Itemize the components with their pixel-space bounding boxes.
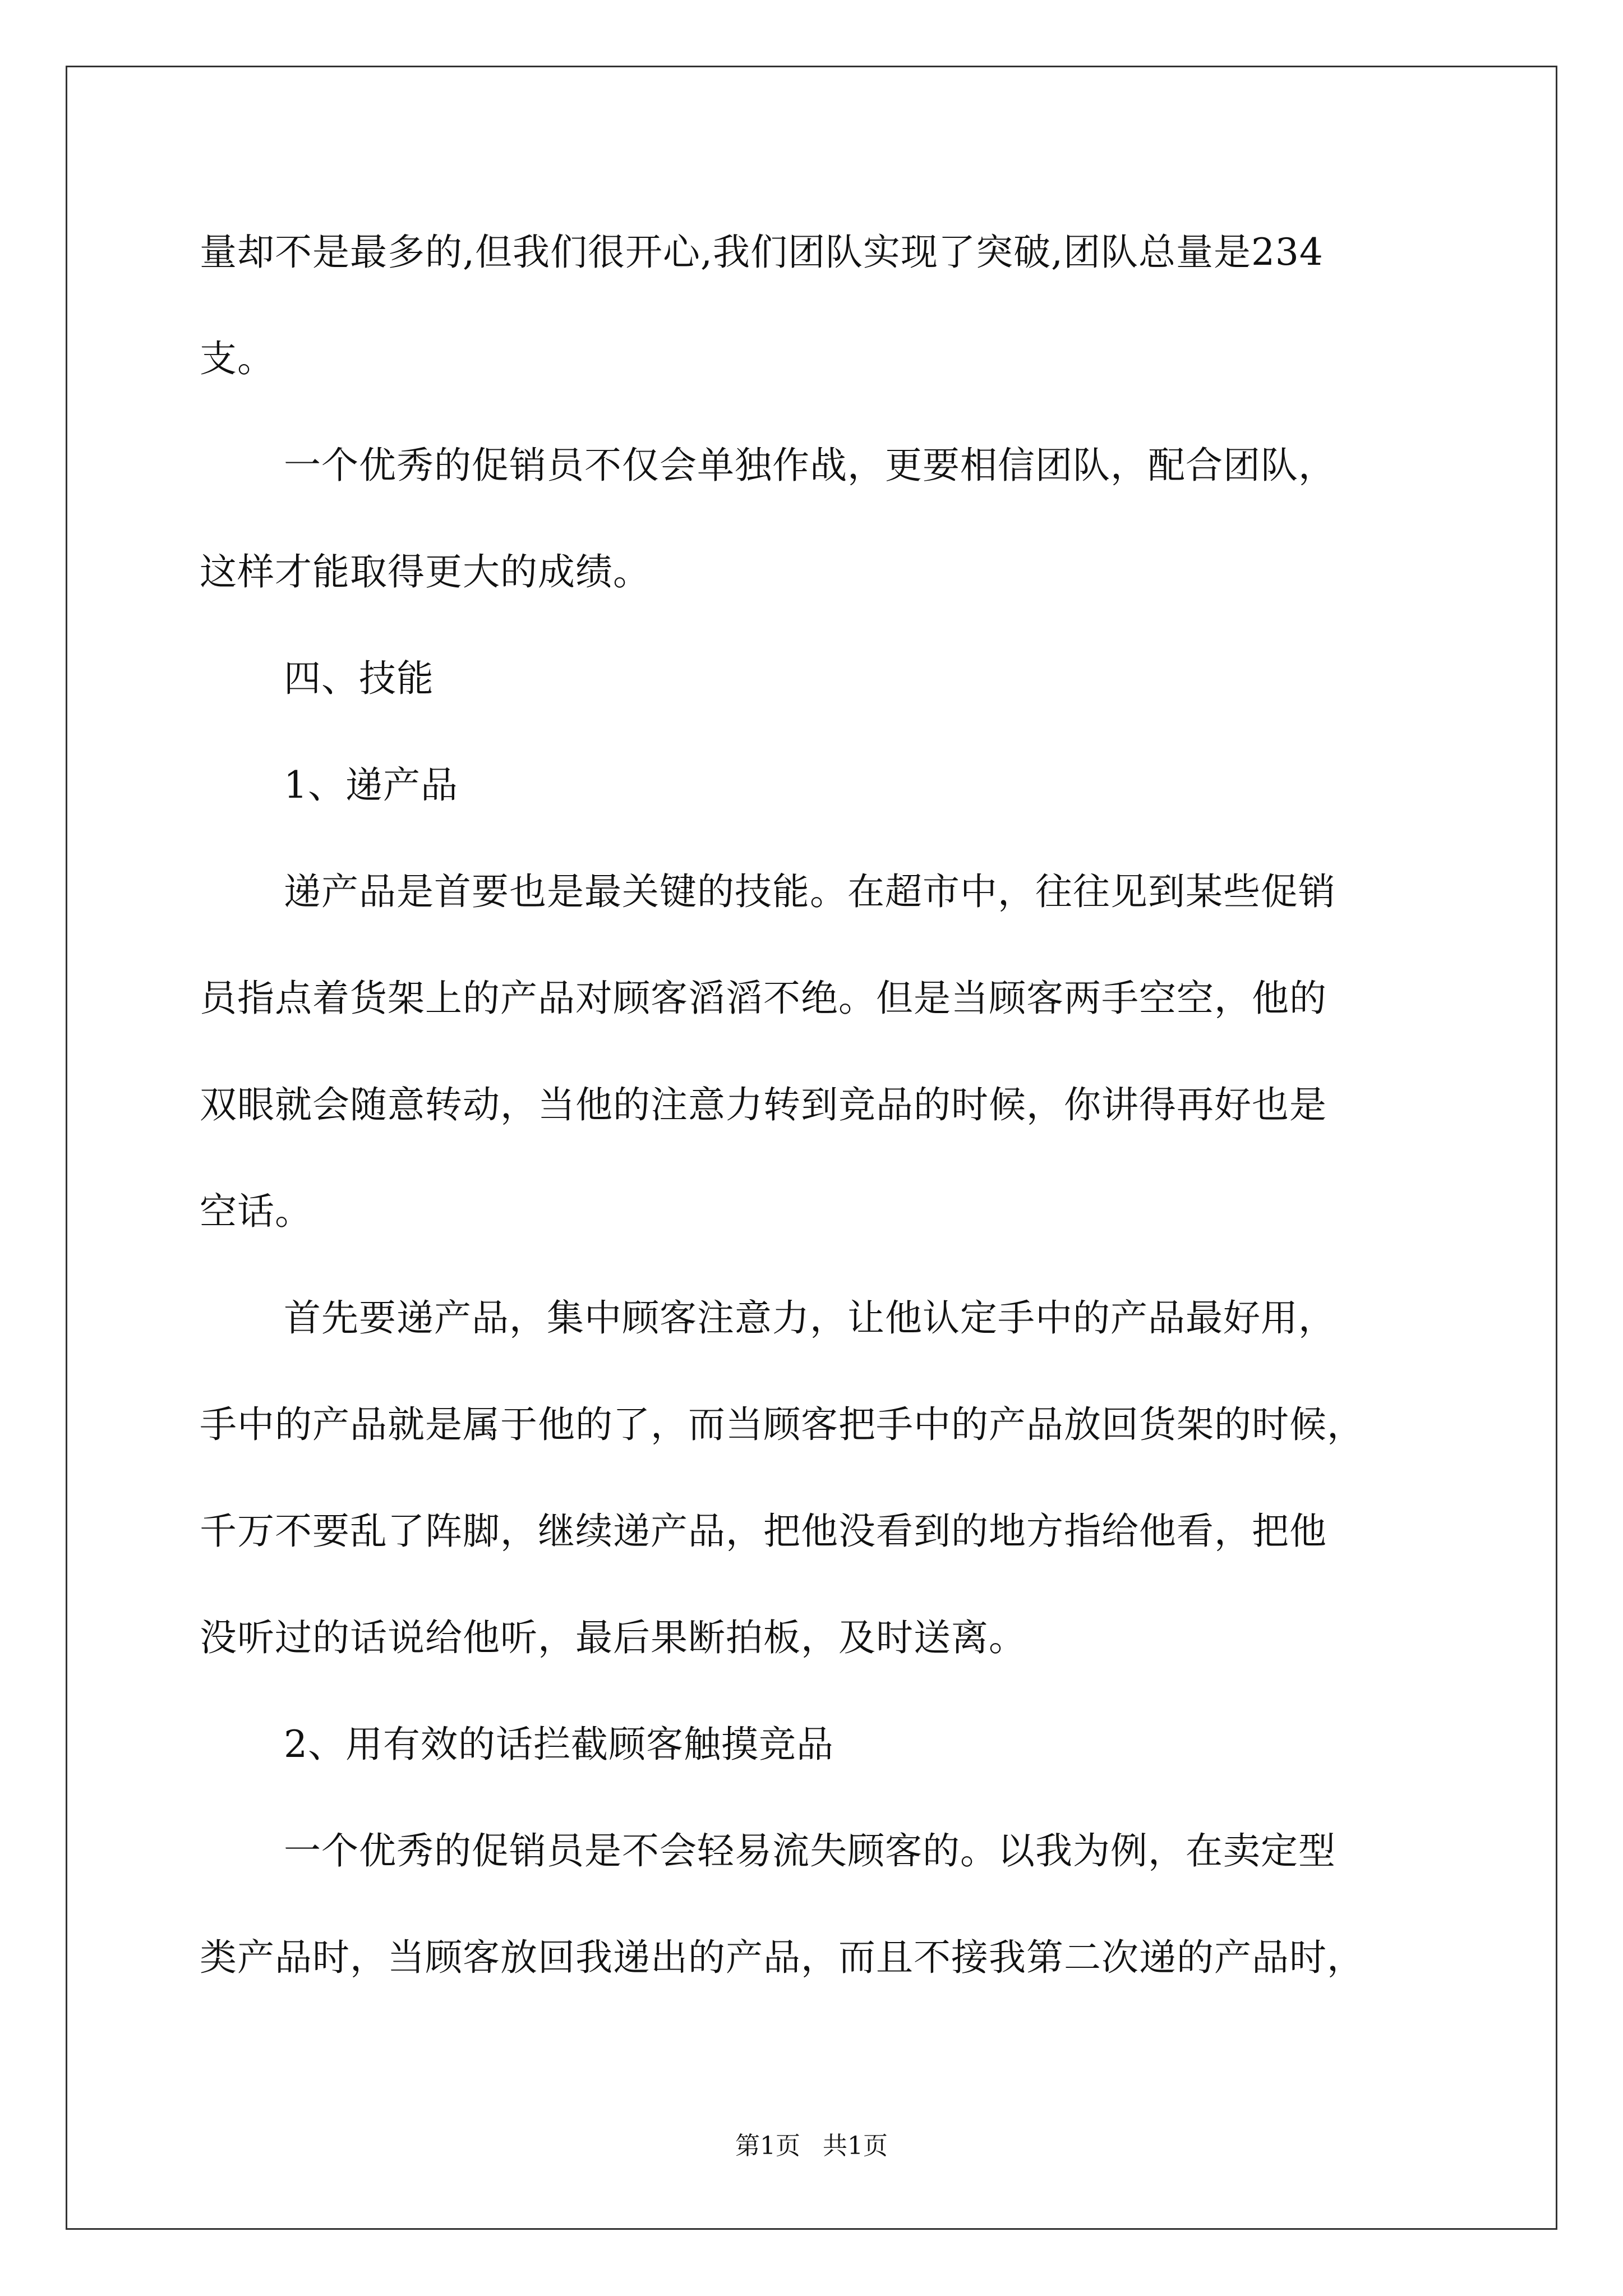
body-text-line: 千万不要乱了阵脚，继续递产品，把他没看到的地方指给他看，把他 — [200, 1510, 1327, 1553]
paragraph-start-line: 一个优秀的促销员是不会轻易流失顾客的。以我为例，在卖定型 — [284, 1829, 1336, 1872]
body-text-line: 空话。 — [200, 1190, 312, 1233]
page-number-total: 共1页 — [823, 2132, 888, 2160]
body-text-line: 类产品时，当顾客放回我递出的产品，而且不接我第二次递的产品时， — [200, 1936, 1364, 1979]
page-number-current: 第1页 — [735, 2132, 800, 2160]
paragraph-start-line: 递产品是首要也是最关键的技能。在超市中，往往见到某些促销 — [284, 870, 1336, 913]
body-text-line: 没听过的话说给他听，最后果断拍板，及时送离。 — [200, 1616, 1026, 1659]
page-border — [66, 66, 1557, 2230]
section-heading: 四、技能 — [284, 657, 434, 700]
body-text-line: 手中的产品就是属于他的了，而当顾客把手中的产品放回货架的时候， — [200, 1403, 1364, 1446]
body-text-line: 员指点着货架上的产品对顾客滔滔不绝。但是当顾客两手空空，他的 — [200, 977, 1327, 1020]
subsection-heading: 1、递产品 — [284, 763, 458, 807]
page-footer — [0, 2129, 1623, 2163]
body-text-line: 双眼就会随意转动，当他的注意力转到竞品的时候，你讲得再好也是 — [200, 1083, 1327, 1126]
body-text-line: 量却不是最多的,但我们很开心,我们团队实现了突破,团队总量是234 — [200, 231, 1324, 274]
subsection-heading: 2、用有效的话拦截顾客触摸竞品 — [284, 1723, 834, 1766]
body-text-line: 支。 — [200, 337, 275, 380]
body-text-line: 这样才能取得更大的成绩。 — [200, 550, 651, 593]
paragraph-start-line: 一个优秀的促销员不仅会单独作战，更要相信团队，配合团队， — [284, 444, 1336, 487]
paragraph-start-line: 首先要递产品，集中顾客注意力，让他认定手中的产品最好用， — [284, 1296, 1336, 1340]
